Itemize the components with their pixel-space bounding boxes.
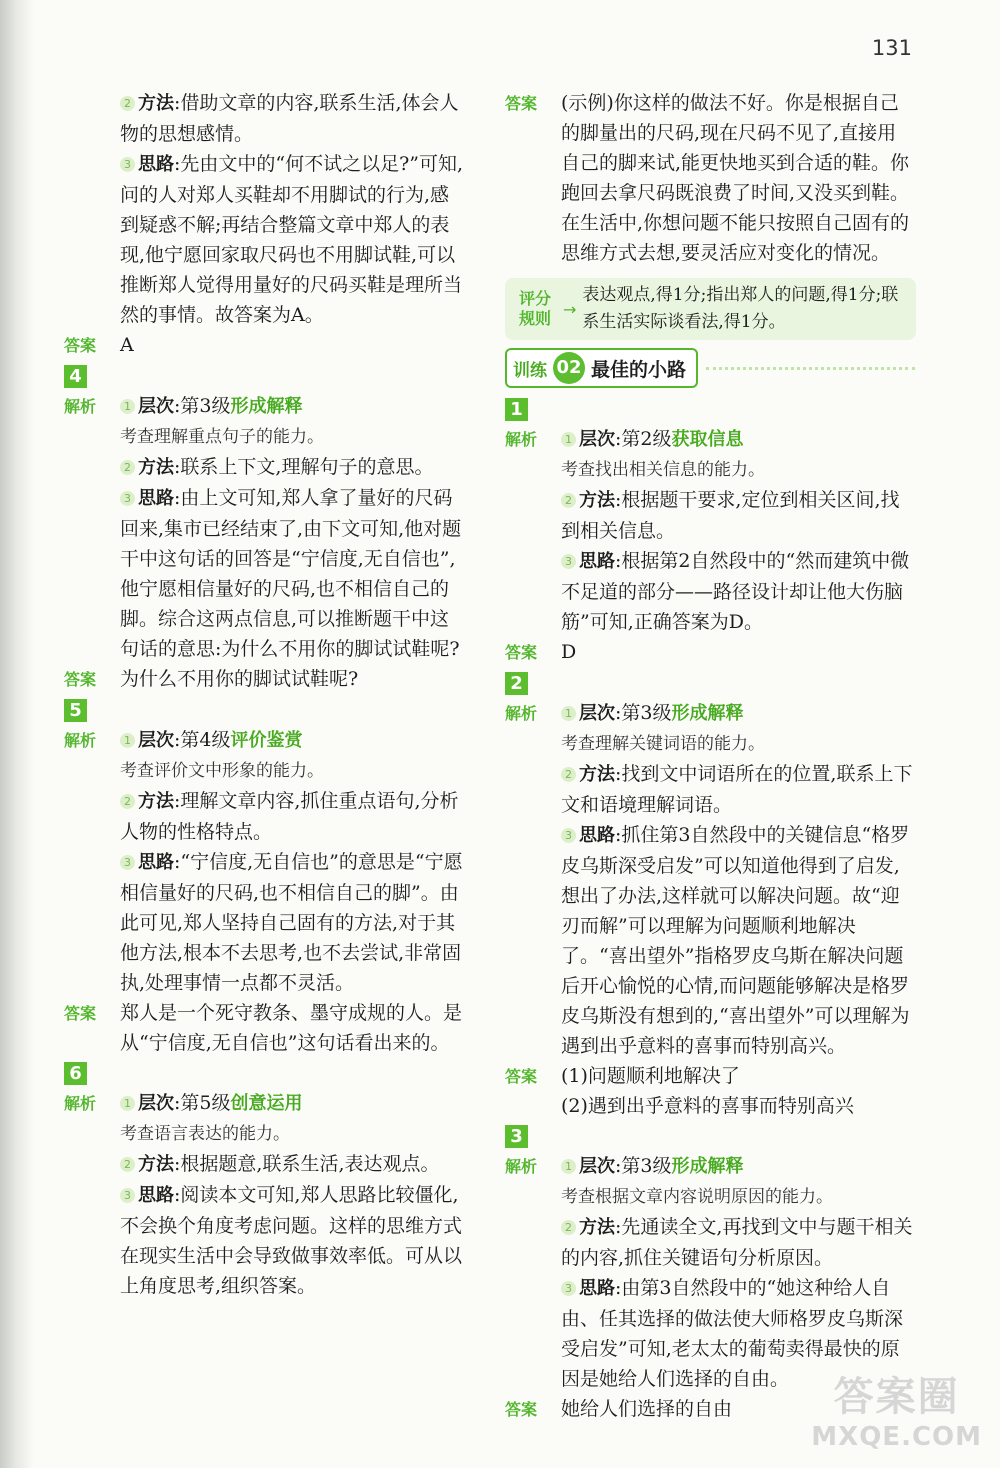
step-3-icon: 3 <box>561 554 576 569</box>
page-number: 131 <box>871 36 912 60</box>
q5-analysis: 解析 1 层次:第4级评价鉴赏 考查评价文中形象的能力。 2 方法:理解文章内容,抓住重点语句,分析人物的性格特点。 3 思路:“宁信度,无自信也”的意思是“宁愿相信量好的尺码,也不相信自己的脚”。由此可见,郑人坚持自己固有的方法,对于其他方法,根本不去思考,也不去尝试,非常固执,处理事情一点都不灵活。 <box>64 729 463 994</box>
step-2-icon: 2 <box>120 794 135 809</box>
arrow-right-icon: → <box>563 299 577 319</box>
step-3-icon: 3 <box>120 157 135 172</box>
dotted-divider <box>706 367 915 370</box>
question-number-2: 2 <box>505 672 528 695</box>
training-number-badge: 02 <box>553 352 585 384</box>
training-title: 最佳的小路 <box>591 358 687 381</box>
step-1-icon: 1 <box>120 399 135 414</box>
question-number-3: 3 <box>505 1125 528 1148</box>
question-number-4: 4 <box>64 365 87 388</box>
q6-analysis: 解析 1 层次:第5级创意运用 考查语言表达的能力。 2 方法:根据题意,联系生活,表达观点。 3 思路:阅读本文可知,郑人思路比较僵化,不会换个角度考虑问题。这样的思维方式在现实生活中会导致做事效率低。可从以上角度思考,组织答案。 <box>64 1092 463 1297</box>
step-2-icon: 2 <box>561 1220 576 1235</box>
question-number-5: 5 <box>64 699 87 722</box>
t3-answer: 答案 她给人们选择的自由 <box>505 1398 733 1420</box>
t1-analysis: 解析 1 层次:第2级获取信息 考查找出相关信息的能力。 2 方法:根据题干要求,定位到相关区间,找到相关信息。 3 思路:根据第2自然段中的“然而建筑中微不足道的部分——路径设计却让他大伤脑筋”可知,正确答案为D。 <box>505 428 910 633</box>
page-edge-shadow <box>0 0 34 1468</box>
step-3-icon: 3 <box>120 855 135 870</box>
watermark-logo: 答案圈 MXQE.COM <box>811 1374 982 1452</box>
step-2-icon: 2 <box>120 1157 135 1172</box>
step-3-icon: 3 <box>120 491 135 506</box>
question-number-6: 6 <box>64 1062 87 1085</box>
left-column <box>64 88 464 1301</box>
t3-analysis: 解析 1 层次:第3级形成解释 考查根据文章内容说明原因的能力。 2 方法:先通读全文,再找到文中与题干相关的内容,抓住关键语句分析原因。 3 思路:由第3自然段中的“她这种给人自由、任其选择的做法使大师格罗皮乌斯深受启发”可知,老太太的葡萄卖得最快的原因是她给人们选择的自由。 <box>505 1155 913 1390</box>
q3-thinking: 3 思路:先由文中的“何不试之以足?”可知,问的人对郑人买鞋却不用脚试的行为,感到疑惑不解;再结合整篇文章中郑人的表现,他宁愿回家取尺码也不用脚试鞋,可以推断郑人觉得用量好的尺码买鞋是理所当然的事情。故答案为A。 <box>120 153 464 326</box>
q5-answer: 答案 郑人是一个死守教条、墨守成规的人。是从“宁信度,无自信也”这句话看出来的。 <box>64 1002 463 1054</box>
q4-level: 解析 1 层次:第3级形成解释 考查理解重点句子的能力。 2 方法:联系上下文,理解句子的意思。 3 思路:由上文可知,郑人拿了量好的尺码回来,集市已经结束了,由下文可知,他对题干中这句话的回答是“宁信度,无自信也”,他宁愿相信量好的尺码,也不相信自己的脚。综合这两点信息,可以推断题干中这句话的意思:为什么不用你的脚试试鞋呢? <box>64 395 462 660</box>
q3-method: 2 方法:借助文章的内容,联系生活,体会人物的思想感情。 <box>120 92 459 145</box>
step-1-icon: 1 <box>561 706 576 721</box>
t2-answer: 答案 (1)问题顺利地解决了 (2)遇到出乎意料的喜事而特别高兴 <box>505 1065 854 1117</box>
question-number-1: 1 <box>505 398 528 421</box>
q3-answer: 答案 A <box>64 334 134 356</box>
step-1-icon: 1 <box>561 1159 576 1174</box>
step-2-icon: 2 <box>561 767 576 782</box>
step-3-icon: 3 <box>561 828 576 843</box>
step-1-icon: 1 <box>120 733 135 748</box>
step-1-icon: 1 <box>120 1096 135 1111</box>
step-1-icon: 1 <box>561 432 576 447</box>
step-2-icon: 2 <box>120 96 135 111</box>
t1-answer: 答案 D <box>505 641 577 663</box>
scoring-rules-box <box>505 278 916 340</box>
step-3-icon: 3 <box>561 1281 576 1296</box>
training-label: 训练 <box>513 360 547 381</box>
training-header <box>505 350 915 386</box>
step-2-icon: 2 <box>561 493 576 508</box>
step-2-icon: 2 <box>120 460 135 475</box>
right-column <box>505 88 915 1425</box>
q6-answer: 答案 (示例)你这样的做法不好。你是根据自己的脚量出的尺码,现在尺码不见了,直接用自己的脚来试,能更快地买到合适的鞋。你跑回去拿尺码既浪费了时间,又没买到鞋。在生活中,你想问题不能只按照自己固有的思维方式去想,要灵活应对变化的情况。 <box>505 92 910 264</box>
step-3-icon: 3 <box>120 1188 135 1203</box>
scoring-rules-text: 表达观点,得1分;指出郑人的问题,得1分;联系生活实际谈看法,得1分。 <box>582 285 899 332</box>
scoring-rules-label: 评分 规则 <box>518 289 551 328</box>
q4-answer: 答案 为什么不用你的脚试试鞋呢? <box>64 668 359 690</box>
t2-analysis: 解析 1 层次:第3级形成解释 考查理解关键词语的能力。 2 方法:找到文中词语所在的位置,联系上下文和语境理解词语。 3 思路:抓住第3自然段中的关键信息“格罗皮乌斯深受启发”可以知道他得到了启发,想出了办法,这样就可以解决问题。故“迎刃而解”可以理解为问题顺利地解决了。“喜出望外”指格罗皮乌斯在解决问题后开心愉悦的心情,而问题能够解决是格罗皮乌斯没有想到的,“喜出望外”可以理解为遇到出乎意料的喜事而特别高兴。 <box>505 702 913 1057</box>
